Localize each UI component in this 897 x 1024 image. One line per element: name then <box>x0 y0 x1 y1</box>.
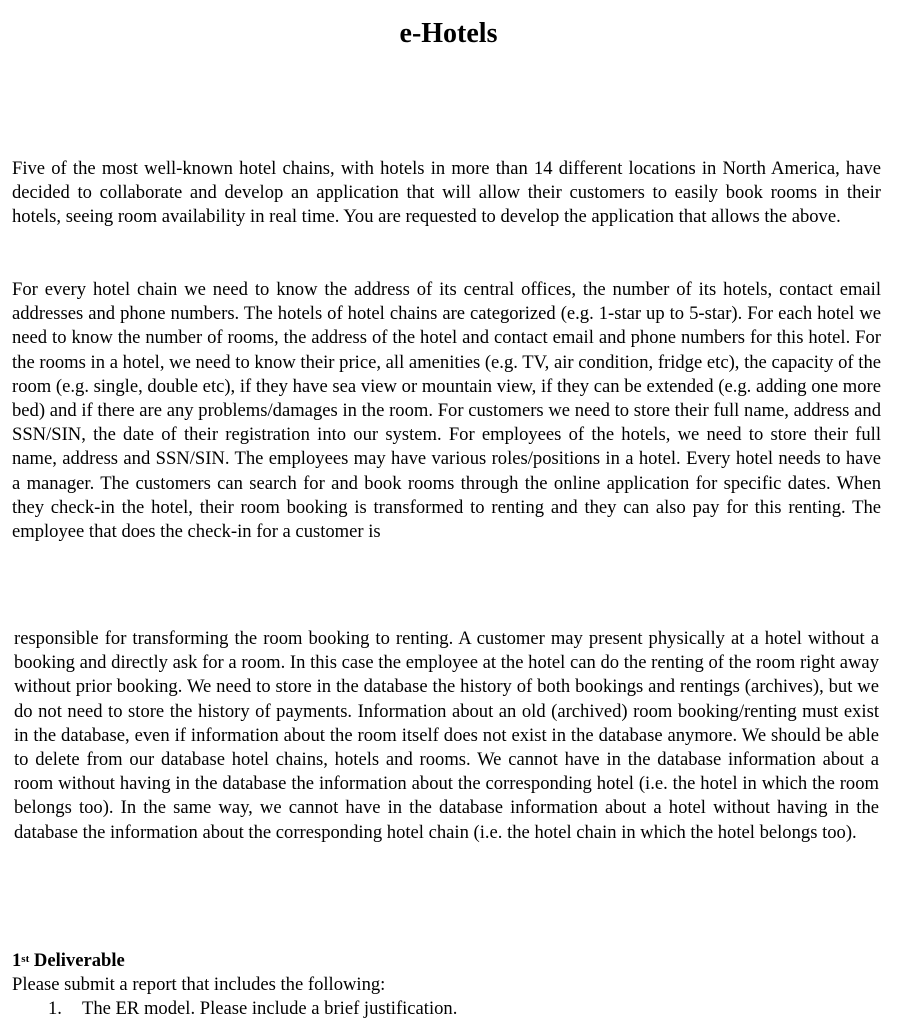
deliverable-label: Deliverable <box>29 950 125 971</box>
deliverable-intro: Please submit a report that includes the following: <box>12 974 386 995</box>
deliverable-list <box>12 997 457 1021</box>
paragraph-intro: Five of the most well-known hotel chains, with hotels in more than 14 different locations in North America, have decided to collaborate and develop an application that will allow their customers to easily book rooms in their hotels, seeing room availability in real time. You are requested to develop the application that allows the above. <box>12 158 881 228</box>
list-item <box>12 997 457 1021</box>
document-title: e-Hotels <box>399 18 498 49</box>
list-item-text: The ER model. Please include a brief justification. <box>82 998 458 1019</box>
deliverable-number: 1 <box>12 950 22 971</box>
paragraph-requirements-continued: responsible for transforming the room booking to renting. A customer may present physically at a hotel without a booking and directly ask for a room. In this case the employee at the hotel can do the renting of the room right away without prior booking. We need to store in the database the history of both bookings and rentings (archives), but we do not need to store the history of payments. Information about an old (archived) room booking/renting must exist in the database, even if information about the room itself does not exist in the database anymore. We should be able to delete from our database hotel chains, hotels and rooms. We cannot have in the database information about a room without having in the database the information about the corresponding hotel (i.e. the hotel in which the room belongs too). In the same way, we cannot have in the database information about a hotel without having in the database the information about the corresponding hotel chain (i.e. the hotel chain in which the hotel belongs too). <box>14 628 879 843</box>
deliverable-heading <box>12 949 125 973</box>
paragraph-requirements: For every hotel chain we need to know the address of its central offices, the number of its hotels, contact email addresses and phone numbers. The hotels of hotel chains are categorized (e.g. 1-star up to 5-star). For each hotel we need to know the number of rooms, the address of the hotel and contact email and phone numbers for this hotel. For the rooms in a hotel, we need to know their price, all amenities (e.g. TV, air condition, fridge etc), the capacity of the room (e.g. single, double etc), if they have sea view or mountain view, if they can be extended (e.g. adding one more bed) and if there are any problems/damages in the room. For customers we need to store their full name, address and SSN/SIN, the date of their registration into our system. For employees of the hotels, we need to store their full name, address and SSN/SIN. The employees may have various roles/positions in a hotel. Every hotel needs to have a manager. The customers can search for and book rooms through the online application for specific dates. When they check-in the hotel, their room booking is transformed to renting and they can also pay for this renting. The employee that does the check-in for a customer is <box>12 279 881 543</box>
deliverable-superscript: st <box>21 953 30 965</box>
list-item-number: 1. <box>48 998 62 1019</box>
